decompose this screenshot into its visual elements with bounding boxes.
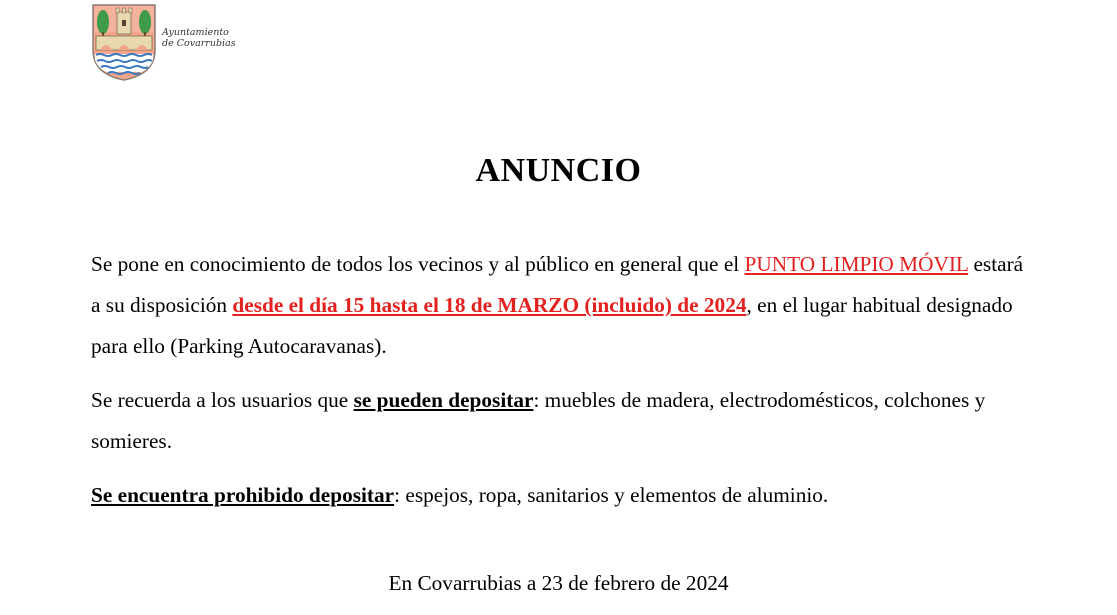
emphasis-prohibited: Se encuentra prohibido depositar xyxy=(91,483,395,507)
coat-of-arms-icon xyxy=(90,2,158,82)
paragraph-prohibited-items xyxy=(91,475,1031,516)
logo-text xyxy=(162,27,236,49)
highlight-dates: desde el día 15 hasta el 18 de MARZO (incluido) de 2024 xyxy=(232,293,747,317)
paragraph-schedule xyxy=(91,244,1031,367)
text: : espejos, ropa, sanitarios y elementos de aluminio. xyxy=(394,483,829,507)
text: estará a su disposición xyxy=(91,252,1024,317)
logo-line-2: de Covarrubias xyxy=(162,38,236,49)
logo-line-1: Ayuntamiento xyxy=(162,27,229,38)
emphasis-allowed: se pueden depositar xyxy=(353,388,534,412)
announcement-body xyxy=(91,244,1031,516)
page-title: ANUNCIO xyxy=(475,152,642,189)
text: : muebles de madera, electrodomésticos, colchones y somieres. xyxy=(91,388,986,453)
paragraph-allowed-items xyxy=(91,380,1031,462)
text: Se recuerda a los usuarios que xyxy=(91,388,354,412)
highlight-service-name: PUNTO LIMPIO MÓVIL xyxy=(744,252,969,276)
text: Se pone en conocimiento de todos los vecinos y al público en general que el xyxy=(91,252,745,276)
text: , en el lugar habitual designado para ello (Parking Autocaravanas). xyxy=(91,293,1013,358)
place-and-date: En Covarrubias a 23 de febrero de 2024 xyxy=(388,571,729,595)
